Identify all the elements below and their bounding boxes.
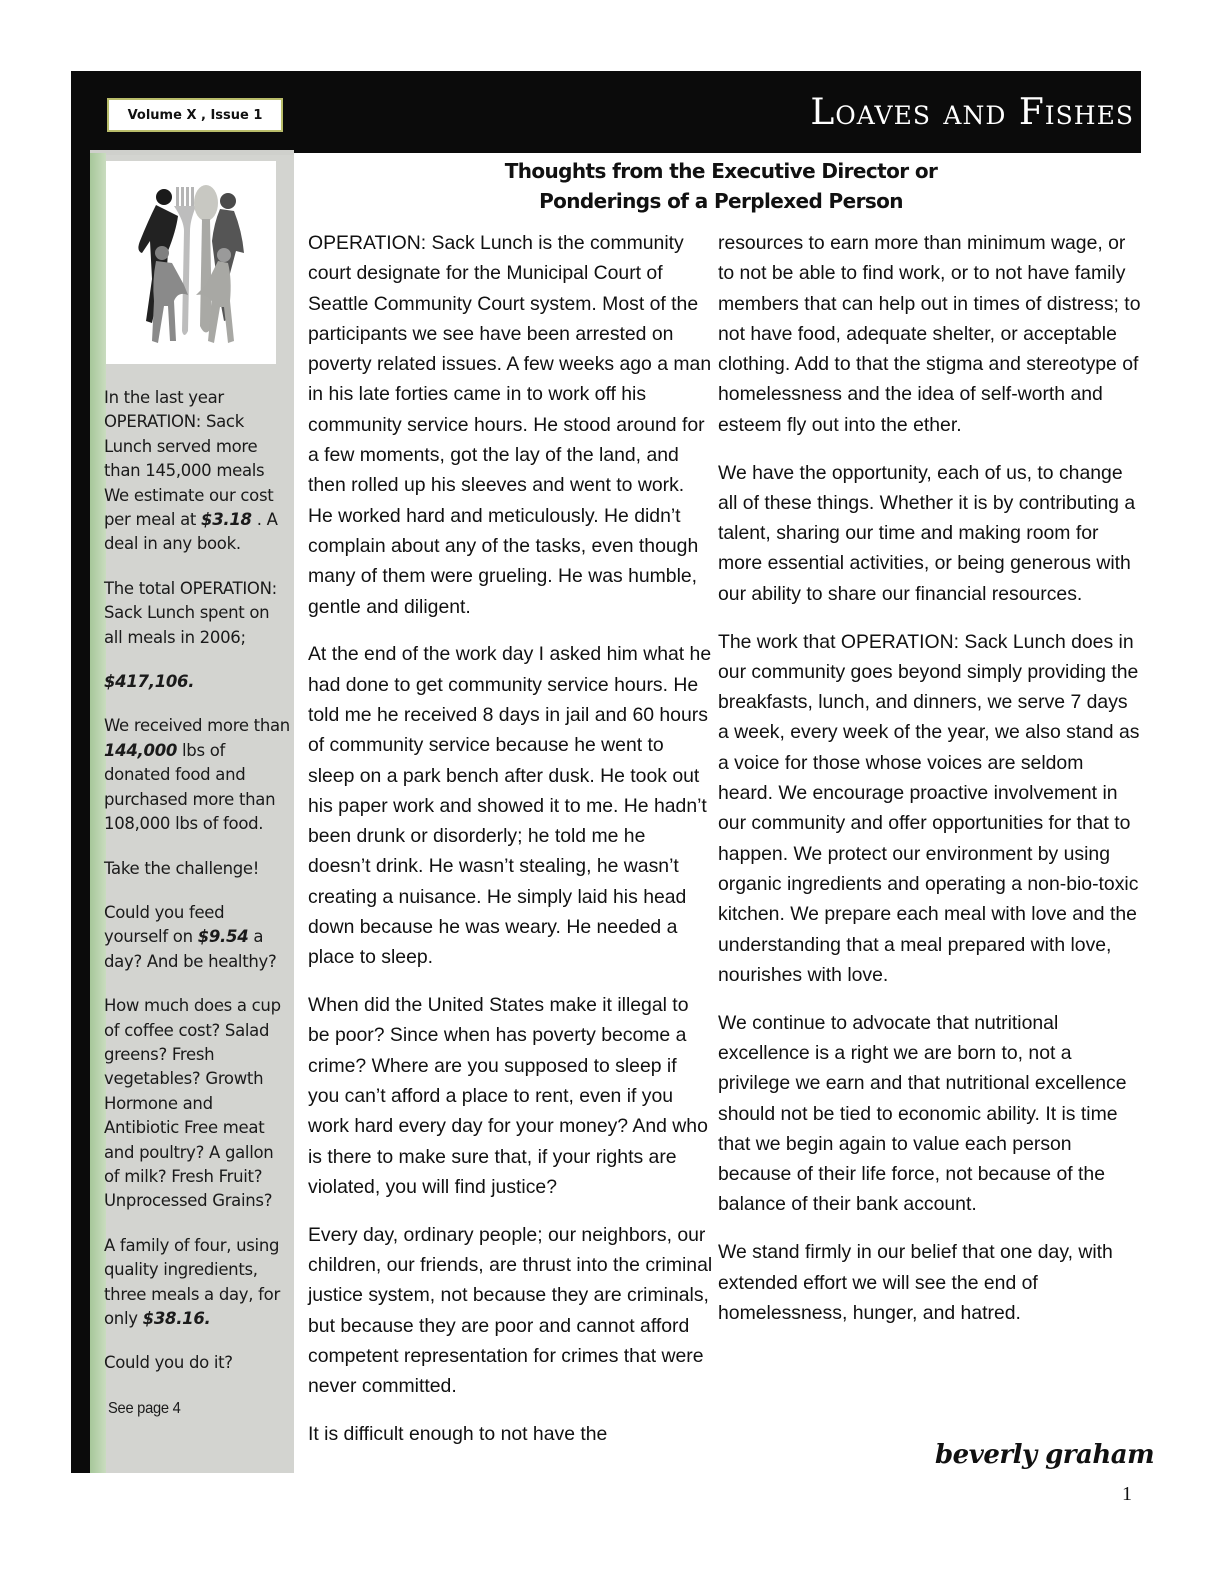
fact-text: In the last year OPERATION: Sack Lunch served more than — [104, 388, 258, 481]
issue-label: Volume X , Issue 1 — [107, 98, 283, 132]
fact-text: . A deal in any book. — [104, 510, 278, 554]
article-column-1 — [308, 228, 713, 1467]
fact-text: meals We estimate our cost per meal at — [104, 461, 274, 530]
daily-cost-amount: $9.54 — [197, 927, 249, 947]
paragraph: resources to earn more than minimum wage, or to not be able to find work, or to not have family members that can help out in times of distress; to not have food, adequate shelter, or acceptable clothing. Add to that the stigma and stereotype of homelessness and the idea of self-worth and esteem fly out into the ether. — [718, 232, 1141, 436]
sidebar-facts — [104, 386, 292, 1441]
fact-food-received — [104, 714, 292, 836]
fact-total-spent: The total OPERATION: Sack Lunch spent on all meals in 2006; — [104, 578, 277, 647]
paragraph: We continue to advocate that nutritional excellence is a right we are born to, not a privilege we earn and that nutritional excellence should not be tied to economic ability. It is time that we begin again to value each person because of their life force, not because of the balance of their bank account. — [718, 1011, 1127, 1216]
fact-text: of donated food and purchased more than — [104, 740, 276, 809]
meals-count: 145,000 — [145, 461, 212, 481]
article-column-2 — [718, 228, 1143, 1346]
paragraph: At the end of the work day I asked him what he had done to get community service hours. He told me he received 8 days in jail and 60 hours of community service because he went to sleep on a park bench after dusk. He took out his paper work and showed it to me. He hadn’t been drunk or disorderly; he told me he doesn’t drink. He wasn’t stealing, he wasn’t creating a nuisance. He simply laid his head down because he was weary. He needed a place to sleep. — [308, 643, 712, 969]
total-spent-amount: $417,106. — [104, 672, 195, 692]
paragraph: We have the opportunity, each of us, to change all of these things. Whether it is by contributing a talent, sharing our time and making room for more essential activities, or being generous with our ability to share our financial resources. — [718, 461, 1136, 605]
page-number: 1 — [1122, 1483, 1132, 1505]
title-line-2: Ponderings of a Perplexed Person — [539, 189, 903, 213]
paragraph: OPERATION: Sack Lunch is the community court designate for the Municipal Court of Seattle Community Court system. Most of the participants we see have been arrested on poverty related issues. A few weeks ago a man in his late forties came in to work off his community service hours. He stood around for a few moments, got the lay of the land, and then rolled up his sleeves and went to work. He worked hard and meticulously. He didn’t complain about any of the tasks, even though many of them were grueling. He was humble, gentle and diligent. — [308, 232, 712, 618]
fact-cost-questions: How much does a cup of coffee cost? Salad greens? Fresh vegetables? Growth Hormone and Antibiotic Free meat and poultry? A gallon of milk? Fresh Fruit? Unprocessed Grains? — [104, 996, 281, 1211]
logo-image — [106, 161, 276, 364]
newsletter-title: Loaves and Fishes — [810, 92, 1134, 133]
unit-lbs: lbs — [177, 740, 205, 760]
fact-text: a day? And be healthy? — [104, 927, 277, 971]
paragraph: The work that OPERATION: Sack Lunch does in our community goes beyond simply providing the breakfasts, lunch, and dinners, we serve 7 days a week, every week of the year, we also stand as a voice for those whose voices are seldom heard. We encourage proactive involvement in our community and offer opportunities for that to happen. We protect our environment by using organic ingredients and operating a non-bio-toxic kitchen. We prepare each meal with love and the understanding that a meal prepared with love, nourishes with love. — [718, 630, 1140, 986]
people-with-fork-and-spoon-logo-icon — [106, 161, 276, 364]
fact-text: lbs of food. — [170, 814, 264, 834]
family-cost-amount: $38.16. — [142, 1309, 211, 1328]
paragraph: Every day, ordinary people; our neighbors, our children, our friends, are thrust into the criminal justice system, not because they are criminals, but because they are poor and cannot afford competent representation for crimes that were never committed. — [308, 1223, 713, 1398]
title-line-1: Thoughts from the Executive Director or — [504, 159, 938, 183]
purchased-lbs: 108,000 — [104, 814, 171, 834]
fact-daily-cost — [104, 901, 292, 974]
fact-family-cost — [104, 1234, 292, 1332]
see-page-link[interactable]: See page 4 — [108, 1399, 181, 1417]
challenge-question: Could you do it? — [104, 1353, 233, 1373]
fact-text: We received more than — [104, 716, 290, 736]
challenge-heading: Take the challenge! — [104, 858, 260, 878]
sidebar-top-edge — [90, 150, 294, 155]
fact-meals-served — [104, 386, 292, 557]
author-signature: beverly graham — [935, 1440, 1155, 1470]
paragraph: It is difficult enough to not have the — [308, 1422, 608, 1445]
paragraph: We stand firmly in our belief that one day, with extended effort we will see the end of homelessness, hunger, and hatred. — [718, 1241, 1113, 1324]
fact-text: Could you feed yourself on — [104, 902, 225, 947]
donated-lbs: 144,000 — [104, 740, 178, 760]
left-border-strip — [71, 153, 90, 1473]
paragraph: When did the United States make it illegal to be poor? Since when has poverty become a crime? Where are you supposed to sleep if you can’t afford a place to rent, even if you work hard every day for your money? And who is there to make sure that, if your rights are violated, you will find justice? — [308, 994, 708, 1198]
fact-text: A family of four, using quality ingredients, three meals a day, for only — [104, 1235, 280, 1328]
article-title — [296, 156, 1146, 216]
cost-per-meal: $3.18 — [201, 510, 252, 530]
